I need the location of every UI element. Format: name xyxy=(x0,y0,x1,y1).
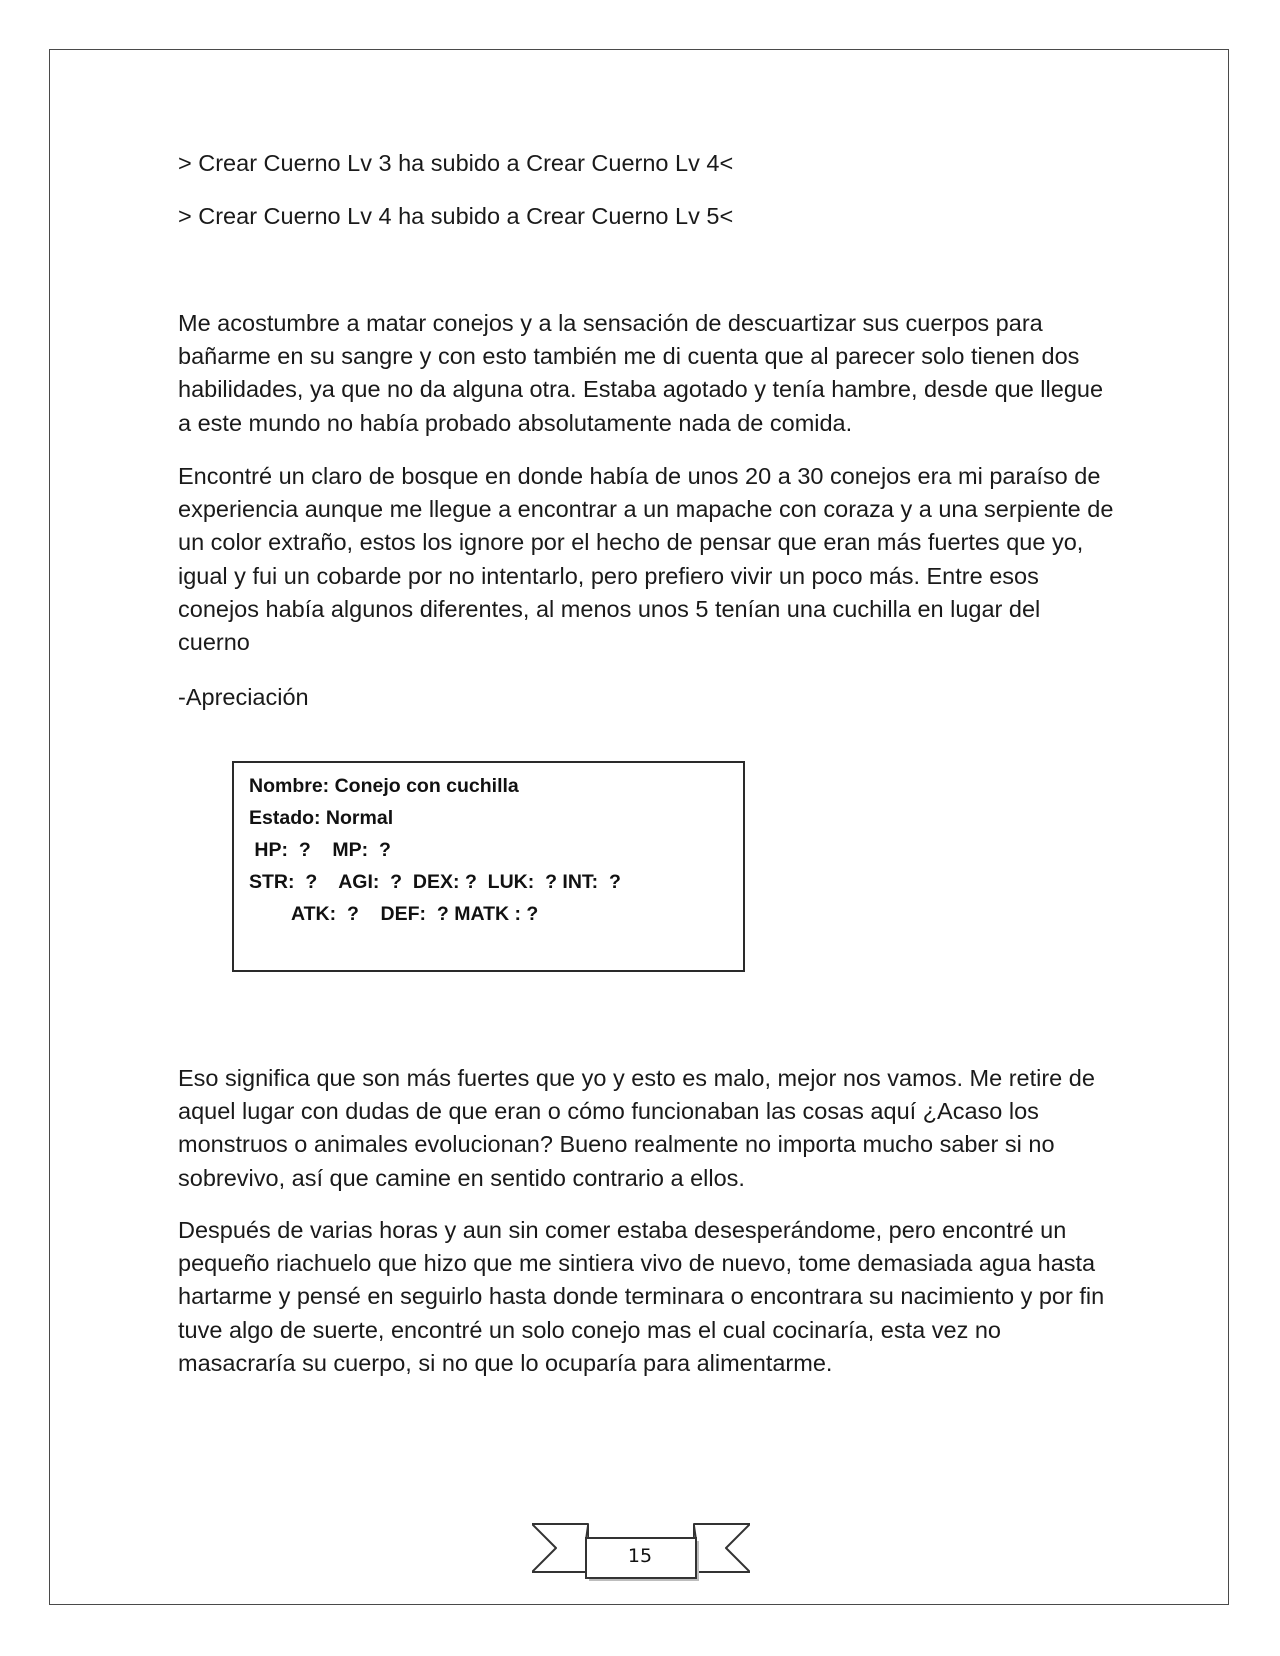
status-hp-mp: HP: ? MP: ? xyxy=(249,839,391,861)
paragraph-4: Después de varias horas y aun sin comer estaba desesperándome, pero encontré un pequeño riachuelo que hizo que me sintiera vivo de nuevo, tome demasiada agua hasta hartarme y pensé en seguirlo hasta donde terminara o encontrara su nacimiento y por fin tuve algo de suerte, encontré un solo conejo mas el cual cocinaría, esta vez no masacraría su cuerpo, si no que lo ocuparía para alimentarme. xyxy=(178,1217,1105,1376)
paragraph-1: Me acostumbre a matar conejos y a la sensación de descuartizar sus cuerpos para bañarme en su sangre y con esto también me di cuenta que al parecer solo tienen dos habilidades, ya que no da alguna otra. Estaba agotado y tenía hambre, desde que llegue a este mundo no había probado absolutamente nada de comida. xyxy=(178,310,1104,436)
status-atk-def: ATK: ? DEF: ? MATK : ? xyxy=(291,903,539,925)
status-state: Estado: Normal xyxy=(249,807,394,829)
status-box xyxy=(232,761,745,972)
paragraph-3: Eso significa que son más fuertes que yo y esto es malo, mejor nos vamos. Me retire de aquel lugar con dudas de que eran o cómo funcionaban las cosas aquí ¿Acaso los monstruos o animales evolucionan? Bueno realmente no importa mucho saber si no sobrevivo, así que camine en sentido contrario a ellos. xyxy=(178,1065,1095,1191)
status-name: Nombre: Conejo con cuchilla xyxy=(249,775,519,797)
status-attributes: STR: ? AGI: ? DEX: ? LUK: ? INT: ? xyxy=(249,871,621,893)
page-number: 15 xyxy=(627,1545,653,1567)
skill-levelup-line-1: > Crear Cuerno Lv 3 ha subido a Crear Cuerno Lv 4< xyxy=(178,150,734,176)
paragraph-2: Encontré un claro de bosque en donde había de unos 20 a 30 conejos era mi paraíso de experiencia aunque me llegue a encontrar a un mapache con coraza y a una serpiente de un color extraño, estos los ignore por el hecho de pensar que eran más fuertes que yo, igual y fui un cobarde por no intentarlo, pero prefiero vivir un poco más. Entre esos conejos había algunos diferentes, al menos unos 5 tenían una cuchilla en lugar del cuerno xyxy=(178,463,1114,656)
skill-levelup-line-2: > Crear Cuerno Lv 4 ha subido a Crear Cuerno Lv 5< xyxy=(178,203,734,229)
apreciacion-label: -Apreciación xyxy=(178,684,309,710)
